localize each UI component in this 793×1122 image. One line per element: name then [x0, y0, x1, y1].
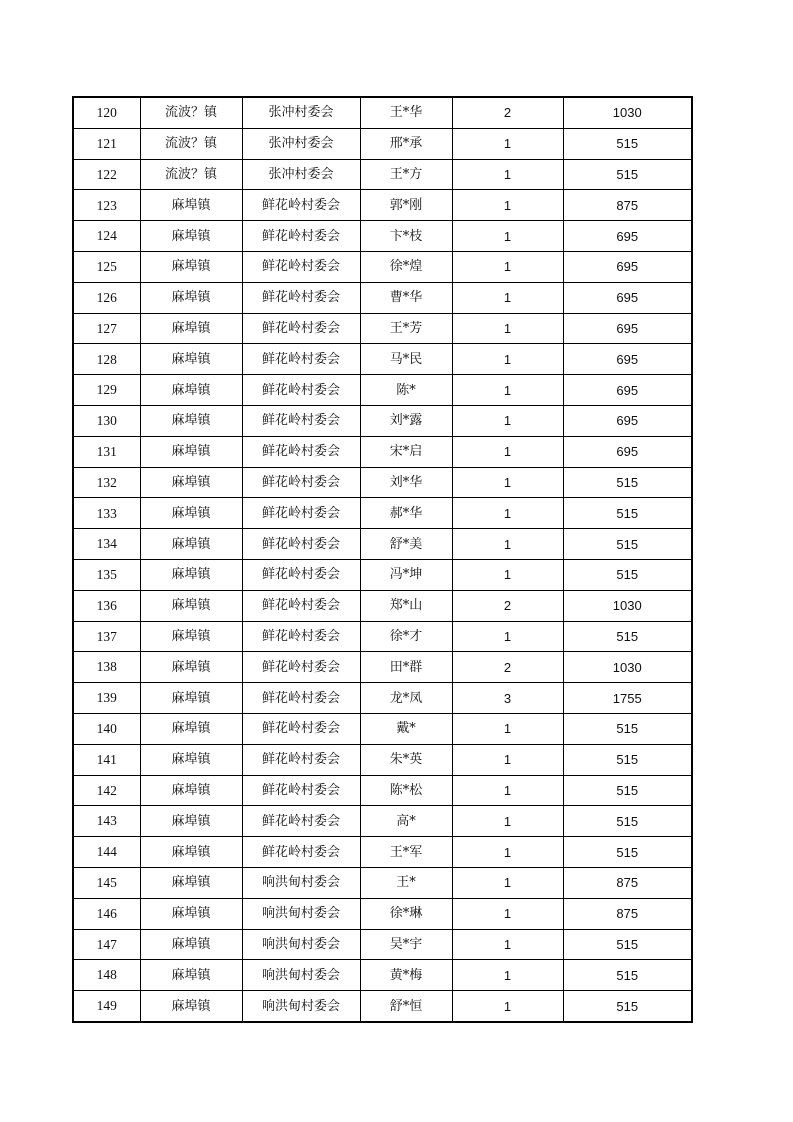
cell-name: 高*	[360, 806, 452, 837]
cell-seq: 128	[73, 344, 140, 375]
cell-town: 流波？镇	[140, 97, 242, 128]
cell-seq: 129	[73, 375, 140, 406]
cell-amount: 695	[563, 344, 692, 375]
cell-name: 徐*煌	[360, 251, 452, 282]
table-row	[73, 898, 692, 929]
cell-count: 1	[452, 159, 563, 190]
cell-count: 1	[452, 713, 563, 744]
cell-seq: 137	[73, 621, 140, 652]
cell-seq: 141	[73, 744, 140, 775]
cell-count: 1	[452, 559, 563, 590]
cell-seq: 132	[73, 467, 140, 498]
table-row	[73, 128, 692, 159]
cell-seq: 146	[73, 898, 140, 929]
cell-count: 2	[452, 652, 563, 683]
table-row	[73, 529, 692, 560]
cell-amount: 515	[563, 744, 692, 775]
cell-town: 麻埠镇	[140, 898, 242, 929]
cell-name: 宋*启	[360, 436, 452, 467]
cell-village: 鲜花岭村委会	[242, 559, 360, 590]
cell-count: 1	[452, 837, 563, 868]
cell-town: 麻埠镇	[140, 436, 242, 467]
cell-amount: 515	[563, 621, 692, 652]
cell-seq: 138	[73, 652, 140, 683]
cell-seq: 139	[73, 683, 140, 714]
cell-town: 麻埠镇	[140, 652, 242, 683]
table-row	[73, 221, 692, 252]
cell-town: 麻埠镇	[140, 806, 242, 837]
cell-seq: 122	[73, 159, 140, 190]
cell-town: 麻埠镇	[140, 621, 242, 652]
cell-village: 张冲村委会	[242, 97, 360, 128]
cell-amount: 515	[563, 837, 692, 868]
table-row	[73, 806, 692, 837]
cell-amount: 1030	[563, 590, 692, 621]
cell-village: 鲜花岭村委会	[242, 436, 360, 467]
cell-town: 流波？镇	[140, 128, 242, 159]
cell-town: 麻埠镇	[140, 467, 242, 498]
cell-name: 刘*露	[360, 405, 452, 436]
cell-village: 鲜花岭村委会	[242, 652, 360, 683]
table-row	[73, 498, 692, 529]
cell-name: 徐*琳	[360, 898, 452, 929]
cell-count: 1	[452, 375, 563, 406]
roster-table-body	[73, 97, 692, 1022]
cell-name: 王*方	[360, 159, 452, 190]
cell-name: 郭*刚	[360, 190, 452, 221]
cell-count: 1	[452, 467, 563, 498]
table-row	[73, 97, 692, 128]
cell-name: 田*群	[360, 652, 452, 683]
cell-town: 麻埠镇	[140, 498, 242, 529]
cell-name: 吴*宇	[360, 929, 452, 960]
cell-village: 响洪甸村委会	[242, 991, 360, 1022]
cell-name: 郑*山	[360, 590, 452, 621]
cell-village: 鲜花岭村委会	[242, 467, 360, 498]
cell-count: 1	[452, 898, 563, 929]
cell-town: 麻埠镇	[140, 190, 242, 221]
cell-village: 鲜花岭村委会	[242, 251, 360, 282]
cell-town: 麻埠镇	[140, 375, 242, 406]
cell-seq: 133	[73, 498, 140, 529]
cell-name: 王*	[360, 867, 452, 898]
cell-amount: 515	[563, 467, 692, 498]
cell-village: 鲜花岭村委会	[242, 837, 360, 868]
table-row	[73, 713, 692, 744]
cell-count: 1	[452, 498, 563, 529]
cell-amount: 875	[563, 867, 692, 898]
cell-count: 1	[452, 744, 563, 775]
cell-count: 1	[452, 251, 563, 282]
cell-village: 鲜花岭村委会	[242, 683, 360, 714]
table-row	[73, 744, 692, 775]
cell-name: 朱*英	[360, 744, 452, 775]
cell-town: 麻埠镇	[140, 837, 242, 868]
cell-town: 麻埠镇	[140, 744, 242, 775]
cell-amount: 515	[563, 960, 692, 991]
cell-count: 1	[452, 806, 563, 837]
cell-amount: 695	[563, 405, 692, 436]
cell-town: 麻埠镇	[140, 775, 242, 806]
cell-amount: 875	[563, 190, 692, 221]
cell-name: 曹*华	[360, 282, 452, 313]
cell-name: 邢*承	[360, 128, 452, 159]
cell-seq: 135	[73, 559, 140, 590]
cell-count: 1	[452, 221, 563, 252]
cell-town: 麻埠镇	[140, 313, 242, 344]
cell-town: 麻埠镇	[140, 405, 242, 436]
cell-amount: 695	[563, 221, 692, 252]
table-row	[73, 929, 692, 960]
table-row	[73, 251, 692, 282]
cell-village: 响洪甸村委会	[242, 929, 360, 960]
table-row	[73, 960, 692, 991]
cell-village: 鲜花岭村委会	[242, 744, 360, 775]
cell-seq: 148	[73, 960, 140, 991]
cell-town: 麻埠镇	[140, 991, 242, 1022]
table-row	[73, 159, 692, 190]
cell-amount: 695	[563, 375, 692, 406]
table-row	[73, 775, 692, 806]
cell-name: 刘*华	[360, 467, 452, 498]
cell-name: 舒*恒	[360, 991, 452, 1022]
cell-town: 麻埠镇	[140, 929, 242, 960]
cell-town: 麻埠镇	[140, 713, 242, 744]
cell-count: 2	[452, 590, 563, 621]
table-row	[73, 405, 692, 436]
table-row	[73, 313, 692, 344]
cell-seq: 143	[73, 806, 140, 837]
table-row	[73, 590, 692, 621]
cell-village: 鲜花岭村委会	[242, 590, 360, 621]
cell-count: 1	[452, 991, 563, 1022]
cell-town: 麻埠镇	[140, 559, 242, 590]
table-row	[73, 652, 692, 683]
cell-seq: 134	[73, 529, 140, 560]
table-row	[73, 991, 692, 1022]
cell-count: 3	[452, 683, 563, 714]
cell-amount: 515	[563, 159, 692, 190]
cell-village: 响洪甸村委会	[242, 898, 360, 929]
cell-name: 王*华	[360, 97, 452, 128]
cell-town: 麻埠镇	[140, 282, 242, 313]
cell-count: 1	[452, 344, 563, 375]
cell-amount: 515	[563, 991, 692, 1022]
cell-count: 1	[452, 282, 563, 313]
cell-seq: 145	[73, 867, 140, 898]
cell-village: 鲜花岭村委会	[242, 282, 360, 313]
table-row	[73, 467, 692, 498]
table-row	[73, 621, 692, 652]
cell-amount: 515	[563, 128, 692, 159]
cell-seq: 126	[73, 282, 140, 313]
cell-name: 陈*	[360, 375, 452, 406]
cell-name: 卞*枝	[360, 221, 452, 252]
cell-village: 鲜花岭村委会	[242, 713, 360, 744]
cell-name: 陈*松	[360, 775, 452, 806]
roster-table	[72, 96, 693, 1023]
cell-town: 麻埠镇	[140, 960, 242, 991]
cell-seq: 144	[73, 837, 140, 868]
cell-village: 鲜花岭村委会	[242, 806, 360, 837]
cell-village: 鲜花岭村委会	[242, 344, 360, 375]
cell-seq: 120	[73, 97, 140, 128]
cell-amount: 515	[563, 713, 692, 744]
table-row	[73, 867, 692, 898]
table-row	[73, 190, 692, 221]
cell-count: 1	[452, 128, 563, 159]
cell-name: 黄*梅	[360, 960, 452, 991]
cell-count: 2	[452, 97, 563, 128]
cell-village: 鲜花岭村委会	[242, 498, 360, 529]
cell-amount: 1755	[563, 683, 692, 714]
cell-count: 1	[452, 529, 563, 560]
cell-seq: 147	[73, 929, 140, 960]
table-row	[73, 837, 692, 868]
cell-village: 鲜花岭村委会	[242, 775, 360, 806]
table-row	[73, 683, 692, 714]
cell-seq: 124	[73, 221, 140, 252]
cell-name: 王*芳	[360, 313, 452, 344]
cell-count: 1	[452, 405, 563, 436]
cell-seq: 123	[73, 190, 140, 221]
cell-name: 徐*才	[360, 621, 452, 652]
cell-village: 张冲村委会	[242, 159, 360, 190]
cell-amount: 695	[563, 282, 692, 313]
cell-seq: 131	[73, 436, 140, 467]
cell-name: 戴*	[360, 713, 452, 744]
cell-village: 响洪甸村委会	[242, 960, 360, 991]
cell-name: 王*军	[360, 837, 452, 868]
cell-name: 马*民	[360, 344, 452, 375]
cell-village: 响洪甸村委会	[242, 867, 360, 898]
cell-count: 1	[452, 190, 563, 221]
cell-village: 鲜花岭村委会	[242, 621, 360, 652]
cell-amount: 515	[563, 529, 692, 560]
table-row	[73, 344, 692, 375]
cell-amount: 515	[563, 806, 692, 837]
table-row	[73, 559, 692, 590]
cell-village: 鲜花岭村委会	[242, 529, 360, 560]
cell-seq: 140	[73, 713, 140, 744]
cell-amount: 515	[563, 929, 692, 960]
cell-name: 郝*华	[360, 498, 452, 529]
cell-amount: 695	[563, 436, 692, 467]
cell-count: 1	[452, 436, 563, 467]
cell-village: 鲜花岭村委会	[242, 221, 360, 252]
cell-count: 1	[452, 313, 563, 344]
cell-seq: 149	[73, 991, 140, 1022]
cell-seq: 127	[73, 313, 140, 344]
cell-amount: 1030	[563, 652, 692, 683]
cell-name: 冯*坤	[360, 559, 452, 590]
cell-amount: 515	[563, 498, 692, 529]
cell-town: 麻埠镇	[140, 867, 242, 898]
table-row	[73, 282, 692, 313]
cell-count: 1	[452, 929, 563, 960]
cell-amount: 1030	[563, 97, 692, 128]
cell-village: 鲜花岭村委会	[242, 190, 360, 221]
cell-village: 鲜花岭村委会	[242, 313, 360, 344]
cell-village: 鲜花岭村委会	[242, 405, 360, 436]
cell-count: 1	[452, 621, 563, 652]
cell-town: 麻埠镇	[140, 590, 242, 621]
cell-seq: 136	[73, 590, 140, 621]
cell-amount: 695	[563, 251, 692, 282]
cell-amount: 515	[563, 559, 692, 590]
cell-seq: 130	[73, 405, 140, 436]
cell-amount: 695	[563, 313, 692, 344]
table-row	[73, 436, 692, 467]
cell-seq: 121	[73, 128, 140, 159]
cell-amount: 875	[563, 898, 692, 929]
table-row	[73, 375, 692, 406]
cell-seq: 125	[73, 251, 140, 282]
cell-name: 龙*凤	[360, 683, 452, 714]
cell-name: 舒*美	[360, 529, 452, 560]
cell-seq: 142	[73, 775, 140, 806]
cell-town: 流波？镇	[140, 159, 242, 190]
cell-town: 麻埠镇	[140, 529, 242, 560]
cell-amount: 515	[563, 775, 692, 806]
cell-village: 张冲村委会	[242, 128, 360, 159]
cell-town: 麻埠镇	[140, 683, 242, 714]
cell-count: 1	[452, 867, 563, 898]
cell-town: 麻埠镇	[140, 221, 242, 252]
cell-village: 鲜花岭村委会	[242, 375, 360, 406]
cell-count: 1	[452, 775, 563, 806]
cell-town: 麻埠镇	[140, 251, 242, 282]
cell-town: 麻埠镇	[140, 344, 242, 375]
cell-count: 1	[452, 960, 563, 991]
